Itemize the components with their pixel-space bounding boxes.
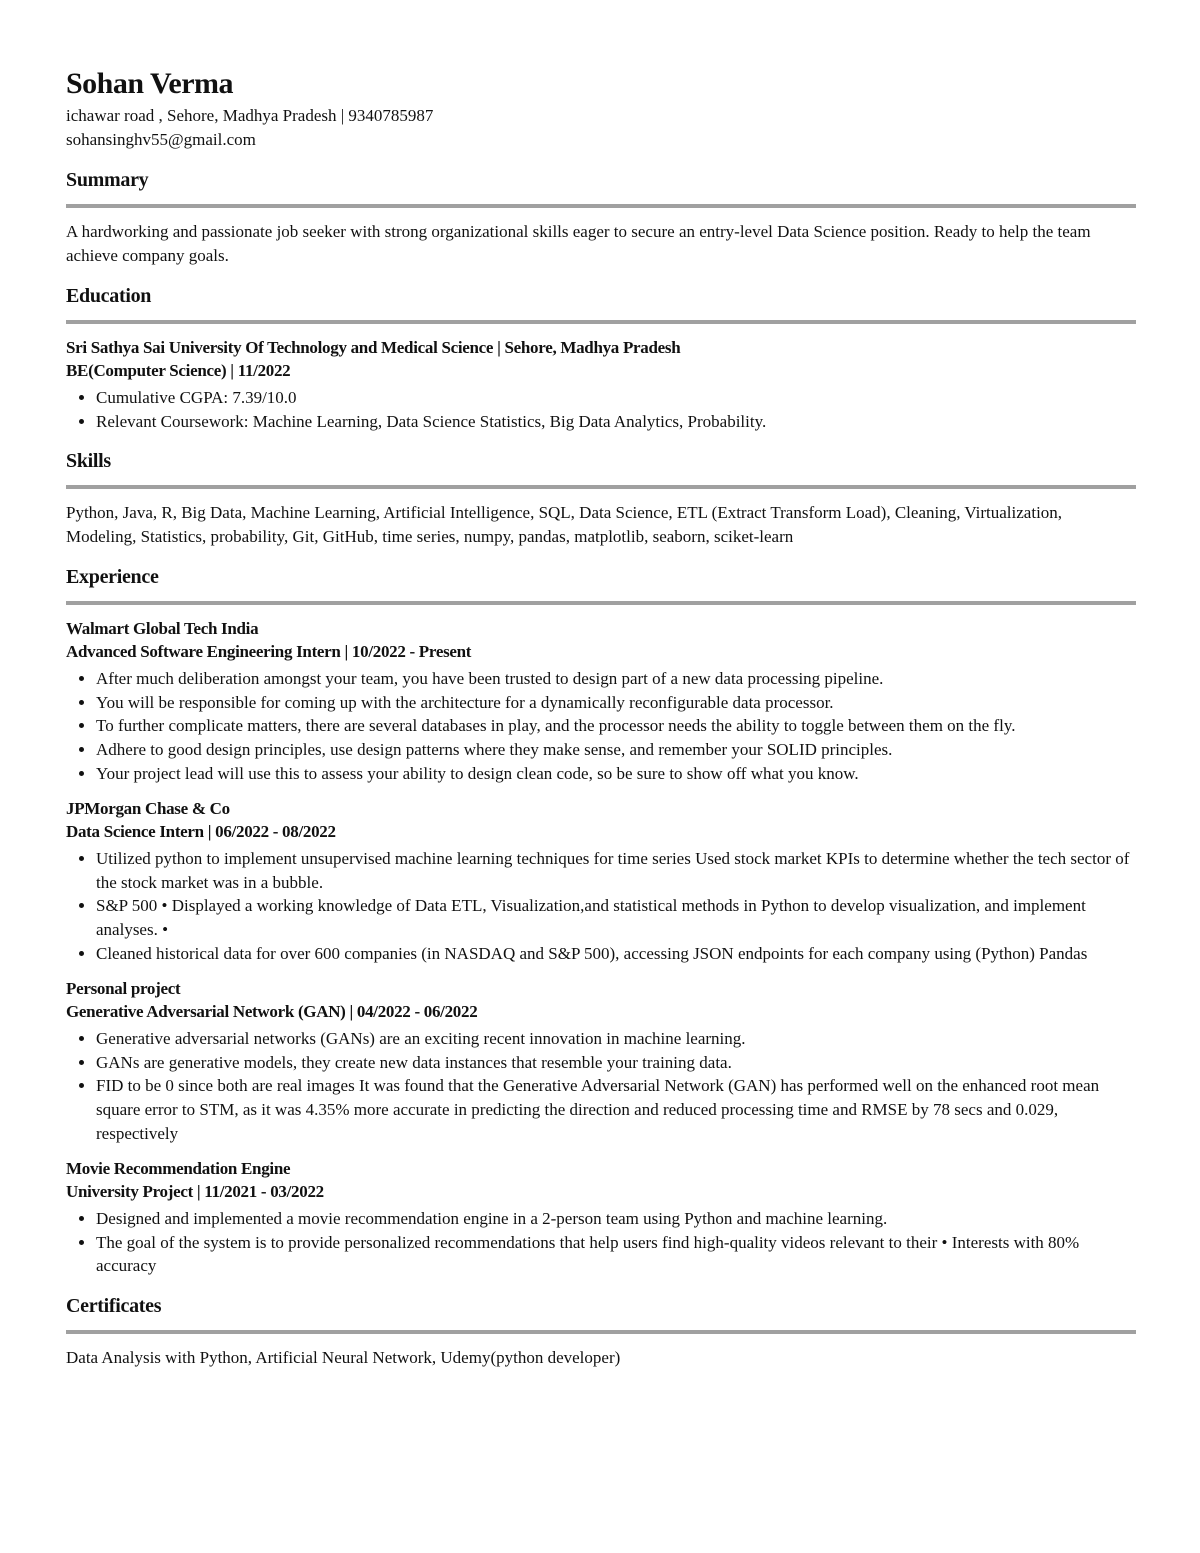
experience-entry-personal-project [66, 977, 1136, 1145]
contact-line-address: ichawar road , Sehore, Madhya Pradesh | 9340785987 [66, 106, 434, 125]
list-item: • Adhere to good design principles, use design patterns where they make sense, and remember your SOLID principles. [96, 738, 1136, 762]
list-item: • Your project lead will use this to assess your ability to design clean code, so be sure to show off what you know. [96, 762, 1136, 786]
experience-org: Walmart Global Tech India [66, 619, 259, 639]
list-item: • To further complicate matters, there are several databases in play, and the processor needs the ability to toggle between them on the fly. [96, 714, 1136, 738]
experience-org: Personal project [66, 979, 181, 999]
list-item: • The goal of the system is to provide personalized recommendations that help users find high-quality videos relevant to their • Interests with 80% accuracy [96, 1231, 1136, 1278]
education-heading: Education [66, 282, 1136, 324]
education-institution: Sri Sathya Sai University Of Technology and Medical Science | Sehore, Madhya Pradesh [66, 338, 681, 357]
experience-entry-walmart [66, 617, 1136, 785]
certificates-section [66, 1292, 1136, 1370]
skills-text: Python, Java, R, Big Data, Machine Learning, Artificial Intelligence, SQL, Data Science, ETL (Extract Transform Load), Cleaning, Virtualization, Modeling, Statistics, probability, Git, GitHub, time series, numpy, pandas, matplotlib, seaborn, sciket-learn [66, 503, 1063, 547]
experience-heading: Experience [66, 563, 1136, 605]
list-item: • You will be responsible for coming up with the architecture for a dynamically reconfigurable data processor. [96, 691, 1136, 715]
experience-bullets [66, 1207, 1136, 1278]
list-item: • Utilized python to implement unsupervised machine learning techniques for time series Used stock market KPIs to determine whether the tech sector of the stock market was in a bubble. [96, 847, 1136, 894]
list-item: • Cleaned historical data for over 600 companies (in NASDAQ and S&P 500), accessing JSON endpoints for each company using (Python) Pandas [96, 942, 1136, 966]
education-section [66, 282, 1136, 433]
education-degree: BE(Computer Science) | 11/2022 [66, 361, 291, 380]
experience-org: Movie Recommendation Engine [66, 1159, 291, 1179]
experience-role: University Project | 11/2021 - 03/2022 [66, 1182, 324, 1202]
experience-role: Advanced Software Engineering Intern | 10/2022 - Present [66, 642, 472, 662]
list-item: • FID to be 0 since both are real images It was found that the Generative Adversarial Network (GAN) has performed well on the enhanced root mean square error to STM, as it was 4.35% more accurate in predicting the direction and reduced processing time and RMSE by 78 secs and 0.029, respectively [96, 1074, 1136, 1145]
experience-section [66, 563, 1136, 1278]
list-item: • Generative adversarial networks (GANs) are an exciting recent innovation in machine learning. [96, 1027, 1136, 1051]
list-item: • Cumulative CGPA: 7.39/10.0 [96, 386, 1136, 410]
experience-entry-jpmorgan [66, 797, 1136, 965]
experience-bullets [66, 847, 1136, 965]
list-item: • Designed and implemented a movie recommendation engine in a 2-person team using Python and machine learning. [96, 1207, 1136, 1231]
education-bullets [66, 386, 1136, 433]
experience-org: JPMorgan Chase & Co [66, 799, 230, 819]
skills-section [66, 447, 1136, 549]
certificates-text: Data Analysis with Python, Artificial Neural Network, Udemy(python developer) [66, 1347, 621, 1367]
experience-entry-movie-engine [66, 1157, 1136, 1278]
summary-text: A hardworking and passionate job seeker with strong organizational skills eager to secure an entry-level Data Science position. Ready to help the team achieve company goals. [66, 222, 1091, 265]
experience-role: Generative Adversarial Network (GAN) | 04/2022 - 06/2022 [66, 1002, 478, 1022]
experience-role: Data Science Intern | 06/2022 - 08/2022 [66, 822, 336, 842]
list-item: • After much deliberation amongst your team, you have been trusted to design part of a new data processing pipeline. [96, 667, 1136, 691]
contact-line-email: sohansinghv55@gmail.com [66, 130, 256, 149]
experience-bullets [66, 667, 1136, 785]
skills-heading: Skills [66, 447, 1136, 489]
summary-section [66, 166, 1136, 268]
list-item: • S&P 500 • Displayed a working knowledge of Data ETL, Visualization,and statistical methods in Python to develop visualization, and implement analyses. • [96, 894, 1136, 941]
summary-heading: Summary [66, 166, 1136, 208]
list-item: • GANs are generative models, they create new data instances that resemble your training data. [96, 1051, 1136, 1075]
list-item: • Relevant Coursework: Machine Learning, Data Science Statistics, Big Data Analytics, Probability. [96, 410, 1136, 434]
experience-bullets [66, 1027, 1136, 1145]
education-entry [66, 336, 1136, 433]
certificates-heading: Certificates [66, 1292, 1136, 1334]
candidate-name: Sohan Verma [66, 67, 234, 100]
resume-page [66, 64, 1136, 1370]
